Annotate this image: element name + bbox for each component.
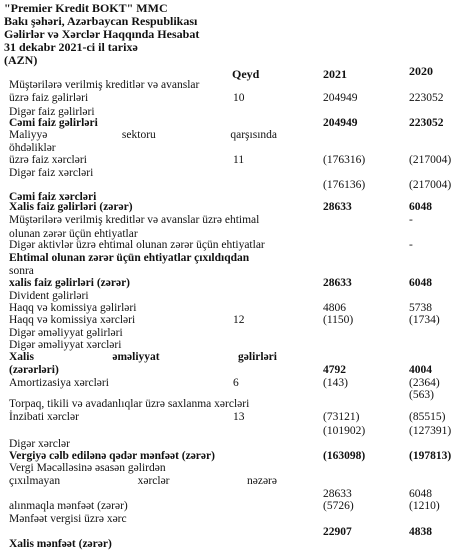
row-label: Vergiyə cəlb edilənə qədər mənfəət (zərər) bbox=[9, 450, 215, 462]
row-value-2021: 28633 bbox=[323, 277, 352, 289]
row-label: Digər faiz xərcləri bbox=[9, 167, 94, 179]
row-value-2021: (101902) bbox=[323, 425, 366, 437]
row-value-2021: (143) bbox=[323, 377, 348, 389]
report-currency: (AZN) bbox=[4, 53, 38, 67]
row-value-2020: (2364) bbox=[409, 377, 440, 389]
row-label: Amortizasiya xərcləri bbox=[9, 377, 109, 389]
row-value-2020: (1210) bbox=[409, 500, 440, 512]
row-value-2020: 6048 bbox=[409, 277, 432, 289]
row-value-2020: 4004 bbox=[409, 364, 432, 376]
row-label: Vergi Məcəlləsinə əsasən gəlirdən bbox=[9, 462, 166, 474]
row-note: 6 bbox=[233, 377, 239, 389]
row-value-2020: 223052 bbox=[409, 117, 444, 129]
row-value-2020: 6048 bbox=[409, 201, 432, 213]
row-value-2020: (127391) bbox=[409, 425, 452, 437]
row-note: 11 bbox=[233, 154, 245, 166]
row-value-2021: 4792 bbox=[323, 364, 346, 376]
row-value-2021: (1150) bbox=[323, 314, 354, 326]
row-label: Cəmi faiz xərcləri bbox=[9, 191, 97, 203]
row-label: üzrə faiz xərcləri bbox=[9, 154, 87, 166]
row-value-2021: (176316) bbox=[323, 154, 366, 166]
row-note: 10 bbox=[233, 92, 245, 104]
row-label: Digər aktivlər üzrə ehtimal olunan zərər üçün ehtiyatlar bbox=[9, 239, 265, 251]
row-label: Cəmi faiz gəlirləri bbox=[9, 117, 98, 129]
row-label: Xalis faiz gəlirləri (zərər) bbox=[9, 201, 133, 213]
row-value-2021: (73121) bbox=[323, 411, 360, 423]
row-value-2020: (217004) bbox=[409, 179, 452, 191]
row-label: Digər əməliyyat gəlirləri bbox=[9, 327, 123, 339]
report-date: 31 dekabr 2021-ci il tarixə bbox=[4, 40, 138, 54]
row-label: Xalis mənfəət (zərər) bbox=[9, 538, 112, 550]
row-label: sonra bbox=[9, 265, 34, 277]
row-label: Digər xərclər bbox=[9, 438, 70, 450]
row-label: Mənfəət vergisi üzrə xərc bbox=[9, 513, 127, 525]
row-value-2020: - bbox=[409, 214, 413, 226]
row-label: Ehtimal olunan zərər üçün ehtiyatlar çıxıldıqdan bbox=[9, 252, 250, 264]
row-label: İnzibati xərclər bbox=[9, 411, 79, 423]
row-label: Müştərilərə verilmiş kreditlər və avanslar bbox=[9, 79, 200, 91]
row-label: olunan zərər üçün ehtiyatlar bbox=[9, 228, 138, 240]
row-label: Maliyyə sektoru qarşısında bbox=[9, 129, 277, 141]
row-value-2020: (1734) bbox=[409, 314, 440, 326]
row-label: Müştərilərə verilmiş kreditlər və avanslar üzrə ehtimal bbox=[9, 214, 260, 226]
row-label: Haqq və komissiya xərcləri bbox=[9, 314, 136, 326]
company-location: Bakı şəhəri, Azərbaycan Respublikası bbox=[4, 14, 198, 28]
row-value-2020: (217004) bbox=[409, 154, 452, 166]
row-value-2020: (85515) bbox=[409, 411, 446, 423]
row-label: alınmaqla mənfəət (zərər) bbox=[9, 500, 128, 512]
row-label: Digər faiz gəlirləri bbox=[9, 106, 95, 118]
row-label: xalis faiz gəlirləri (zərər) bbox=[9, 277, 130, 289]
row-value-2021: 204949 bbox=[323, 92, 358, 104]
row-value-2021: 4806 bbox=[323, 302, 346, 314]
row-value-2021: 28633 bbox=[323, 488, 352, 500]
row-value-2020: (197813) bbox=[409, 450, 452, 462]
row-label: (zərərləri) bbox=[9, 364, 59, 376]
row-label: Torpaq, tikili və avadanlıqlar üzrə saxlanma xərcləri bbox=[9, 398, 250, 410]
row-label: üzrə faiz gəlirləri bbox=[9, 92, 89, 104]
row-value-2020: 6048 bbox=[409, 488, 432, 500]
column-header-2021: 2021 bbox=[323, 67, 347, 81]
row-value-2021: 28633 bbox=[323, 201, 352, 213]
row-value-2021: (163098) bbox=[323, 450, 366, 462]
column-header-note: Qeyd bbox=[232, 67, 260, 81]
row-label: Divident gəlirləri bbox=[9, 290, 89, 302]
company-name: "Premier Kredit BOKT" MMC bbox=[4, 1, 168, 15]
row-value-2021: 204949 bbox=[323, 117, 358, 129]
row-value-2021: (176136) bbox=[323, 179, 366, 191]
column-header-2020: 2020 bbox=[409, 64, 433, 78]
row-label: öhdəliklər bbox=[9, 142, 56, 154]
row-value-2020: 5738 bbox=[409, 302, 432, 314]
row-label: Digər əməliyyat xərcləri bbox=[9, 339, 122, 351]
row-label: Xalis əməliyyat gəlirləri bbox=[9, 351, 277, 363]
row-note: 12 bbox=[233, 314, 245, 326]
row-note: 13 bbox=[233, 411, 245, 423]
row-value-2020: - bbox=[409, 239, 413, 251]
row-value-2020: 4838 bbox=[409, 526, 432, 538]
report-title: Gəlirlər və Xərclər Haqqında Hesabat bbox=[4, 27, 200, 41]
row-label: Haqq və komissiya gəlirləri bbox=[9, 302, 137, 314]
row-label: çıxılmayan xərclər nəzərə bbox=[9, 475, 277, 487]
row-value-2020: (563) bbox=[409, 389, 434, 401]
row-value-2021: (5726) bbox=[323, 500, 354, 512]
row-value-2021: 22907 bbox=[323, 526, 352, 538]
row-value-2020: 223052 bbox=[409, 92, 444, 104]
